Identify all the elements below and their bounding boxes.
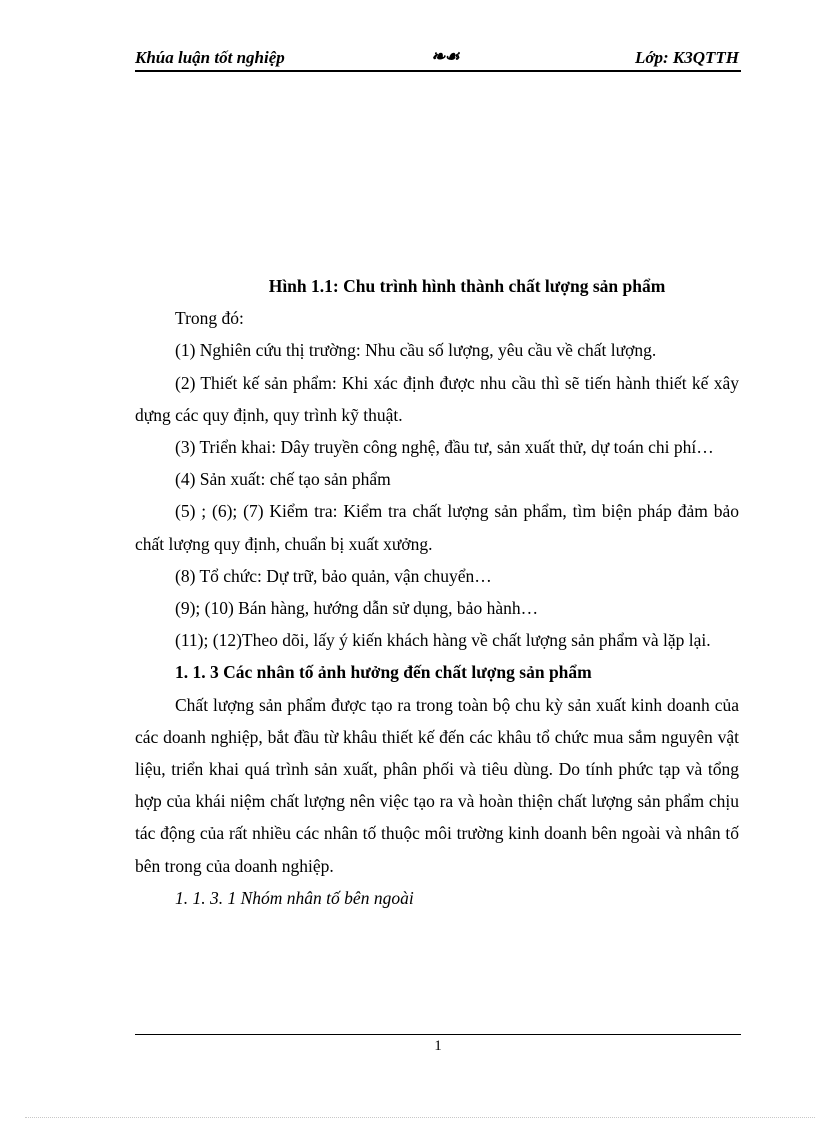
footer-divider [135, 1034, 741, 1035]
header-class-label: Lớp: K3QTTH [634, 48, 739, 67]
subsection-heading: 1. 1. 3. 1 Nhóm nhân tố bên ngoài [175, 887, 414, 908]
list-item: (4) Sản xuất: chế tạo sản phẩm [175, 469, 391, 490]
list-item: (9); (10) Bán hàng, hướng dẫn sử dụng, bảo hành… [175, 598, 539, 619]
header-ornament-icon: ❧☙ [431, 47, 459, 66]
list-item: (1) Nghiên cứu thị trường: Nhu cầu số lượng, yêu cầu về chất lượng. [175, 340, 657, 361]
list-item: (11); (12)Theo dõi, lấy ý kiến khách hàng về chất lượng sản phẩm và lặp lại. [175, 630, 711, 651]
section-heading: 1. 1. 3 Các nhân tố ảnh hưởng đến chất lượng sản phẩm [175, 662, 592, 683]
document-body [135, 270, 739, 914]
list-item: (3) Triển khai: Dây truyền công nghệ, đầu tư, sản xuất thử, dự toán chi phí… [175, 437, 714, 458]
list-item: (5) ; (6); (7) Kiểm tra: Kiểm tra chất lượng sản phẩm, tìm biện pháp đảm bảo chất lượng quy định, chuẩn bị xuất xưởng. [135, 501, 739, 554]
list-item: (2) Thiết kế sản phẩm: Khi xác định được nhu cầu thì sẽ tiến hành thiết kế xây dựng các quy định, quy trình kỹ thuật. [135, 372, 739, 425]
page-edge-divider [25, 1117, 815, 1118]
figure-caption: Hình 1.1: Chu trình hình thành chất lượng sản phẩm [268, 276, 666, 296]
page-number: 1 [434, 1038, 442, 1054]
paragraph-intro: Trong đó: [175, 308, 244, 329]
page-header [135, 46, 741, 72]
header-thesis-title: Khúa luận tốt nghiệp [135, 48, 285, 67]
section-paragraph: Chất lượng sản phẩm được tạo ra trong toàn bộ chu kỳ sản xuất kinh doanh của các doanh nghiệp, bắt đầu từ khâu thiết kế đến các khâu tổ chức mua sắm nguyên vật liệu, triển khai quá trình sản xuất, phân phối và tiêu dùng. Do tính phức tạp và tổng hợp của khái niệm chất lượng nên việc tạo ra và hoàn thiện chất lượng sản phẩm chịu tác động của rất nhiều các nhân tố thuộc môi trường kinh doanh bên ngoài và nhân tố bên trong của doanh nghiệp. [135, 694, 739, 876]
list-item: (8) Tổ chức: Dự trữ, bảo quản, vận chuyển… [175, 565, 492, 586]
